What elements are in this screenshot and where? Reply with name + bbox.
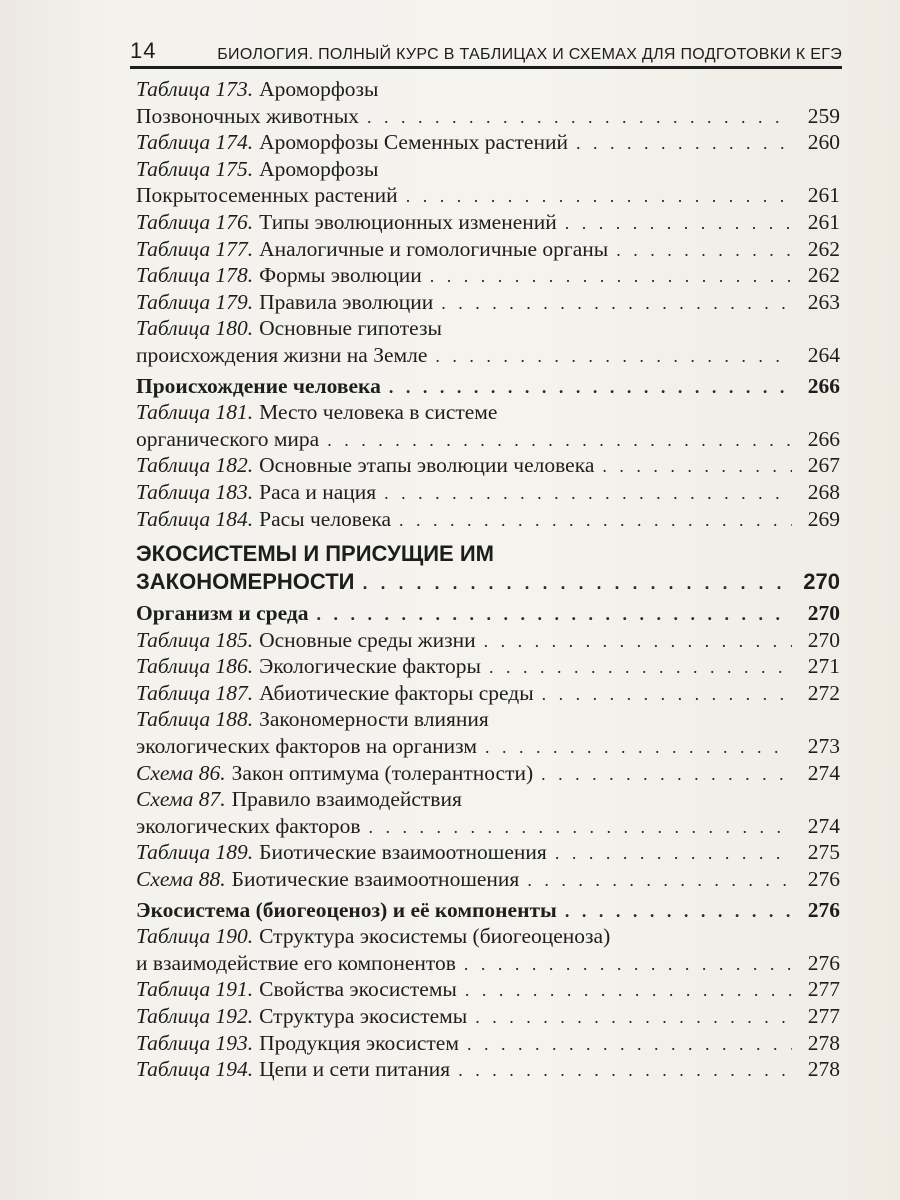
dot-leader xyxy=(565,898,792,925)
dot-leader xyxy=(327,427,792,454)
toc-section[interactable] xyxy=(136,600,840,627)
page-ref: 274 xyxy=(807,760,840,785)
entry-label: Таблица 189. xyxy=(136,840,254,865)
toc-entry[interactable] xyxy=(136,1030,840,1057)
dot-leader xyxy=(441,290,792,317)
toc-entry-line xyxy=(136,706,840,733)
page-ref: 266 xyxy=(807,373,840,398)
entry-title: Структура экосистемы xyxy=(259,1004,468,1028)
toc-entry[interactable] xyxy=(136,760,840,787)
toc-chapter[interactable] xyxy=(136,540,840,596)
toc-entry[interactable] xyxy=(136,76,840,129)
entry-label: Схема 87. xyxy=(136,787,226,812)
entry-title: Основные этапы эволюции человека xyxy=(259,453,595,478)
entry-title: Закономерности влияния xyxy=(259,707,489,732)
entry-title: Правило взаимодействия xyxy=(231,787,462,812)
toc-entry[interactable] xyxy=(136,627,840,654)
entry-label: Таблица 185. xyxy=(136,627,254,652)
dot-leader xyxy=(542,681,792,708)
page-ref: 274 xyxy=(807,813,840,838)
toc-entry[interactable] xyxy=(136,839,840,866)
toc-entry-line xyxy=(136,1056,840,1083)
page-ref: 276 xyxy=(807,897,840,922)
toc-entry[interactable] xyxy=(136,399,840,452)
entry-label: Таблица 180. xyxy=(136,316,254,341)
toc-entry[interactable] xyxy=(136,866,840,893)
dot-leader xyxy=(458,1057,792,1084)
entry-label: Схема 86. xyxy=(136,760,226,785)
dot-leader xyxy=(541,761,792,788)
dot-leader xyxy=(389,374,792,401)
dot-leader xyxy=(527,867,792,894)
toc-entry[interactable] xyxy=(136,1056,840,1083)
entry-label: Таблица 173. xyxy=(136,77,254,101)
entry-title: Цепи и сети питания xyxy=(259,1057,451,1082)
page-ref: 275 xyxy=(807,840,840,865)
toc-entry-line xyxy=(136,426,840,453)
toc-entry-line xyxy=(136,156,840,183)
dot-leader xyxy=(467,1031,792,1058)
toc-entry-line xyxy=(136,342,840,369)
toc-entry-line xyxy=(136,680,840,707)
toc-entry[interactable] xyxy=(136,506,840,533)
page-ref: 268 xyxy=(807,479,840,504)
toc-entry[interactable] xyxy=(136,315,840,368)
entry-label: Таблица 178. xyxy=(136,263,254,288)
page-ref: 261 xyxy=(807,209,840,234)
entry-title: Формы эволюции xyxy=(259,263,422,288)
page-ref: 278 xyxy=(807,1057,840,1082)
toc-section[interactable] xyxy=(136,897,840,924)
toc-entry[interactable] xyxy=(136,479,840,506)
toc-chapter-line xyxy=(136,568,840,596)
dot-leader xyxy=(576,130,792,157)
toc-entry[interactable] xyxy=(136,706,840,759)
toc-entry-line xyxy=(136,760,840,787)
page-ref: 278 xyxy=(807,1030,840,1055)
toc-entry-line xyxy=(136,733,840,760)
dot-leader xyxy=(464,951,792,978)
page-ref: 264 xyxy=(807,342,840,367)
dot-leader xyxy=(616,237,792,264)
entry-title: Экологические факторы xyxy=(259,654,481,679)
toc-entry-line xyxy=(136,950,840,977)
section-title: Организм и среда xyxy=(136,601,309,626)
toc-entry-line xyxy=(136,866,840,893)
dot-leader xyxy=(316,601,792,628)
chapter-title: ЭКОСИСТЕМЫ И ПРИСУЩИЕ ИМ xyxy=(136,541,494,567)
toc-entry-line xyxy=(136,209,840,236)
entry-label: Таблица 188. xyxy=(136,707,254,732)
section-title: Экосистема (биогеоценоз) и её компоненты xyxy=(136,897,557,922)
toc-section-line xyxy=(136,600,840,627)
toc-entry[interactable] xyxy=(136,680,840,707)
entry-label: Таблица 190. xyxy=(136,924,254,949)
toc-entry-line xyxy=(136,813,840,840)
dot-leader xyxy=(362,569,792,597)
entry-title: органического мира xyxy=(136,426,320,451)
toc-entry[interactable] xyxy=(136,209,840,236)
page-ref: 269 xyxy=(807,506,840,531)
entry-label: Таблица 193. xyxy=(136,1030,254,1055)
toc-entry-line xyxy=(136,506,840,533)
toc-entry-line xyxy=(136,315,840,342)
dot-leader xyxy=(430,263,792,290)
entry-label: Таблица 177. xyxy=(136,236,254,261)
page-ref: 271 xyxy=(807,654,840,679)
toc-entry-line xyxy=(136,399,840,426)
toc-entry-line xyxy=(136,976,840,1003)
toc-entry-line xyxy=(136,103,840,130)
dot-leader xyxy=(399,507,792,534)
toc-entry-line xyxy=(136,262,840,289)
page-ref: 267 xyxy=(807,453,840,478)
entry-label: Таблица 192. xyxy=(136,1004,254,1028)
entry-title: Основные среды жизни xyxy=(259,627,476,652)
entry-label: Таблица 183. xyxy=(136,479,254,504)
entry-label: Таблица 191. xyxy=(136,977,254,1002)
dot-leader xyxy=(485,734,792,761)
toc-entry-line xyxy=(136,129,840,156)
dot-leader xyxy=(475,1004,792,1031)
toc-entry-line xyxy=(136,1003,840,1030)
page-ref: 277 xyxy=(807,977,840,1002)
dot-leader xyxy=(406,183,792,210)
entry-title: Раса и нация xyxy=(259,479,377,504)
entry-title: Позвоночных животных xyxy=(136,103,360,128)
section-title: Происхождение человека xyxy=(136,373,381,398)
entry-title: Расы человека xyxy=(259,506,392,531)
toc-entry-line xyxy=(136,786,840,813)
toc-entry-line xyxy=(136,76,840,103)
entry-title: Ароморфозы xyxy=(259,156,379,181)
entry-label: Таблица 184. xyxy=(136,506,254,531)
running-title: БИОЛОГИЯ. ПОЛНЫЙ КУРС В ТАБЛИЦАХ И СХЕМАХ ДЛЯ ПОДГОТОВКИ К ЕГЭ xyxy=(217,46,842,63)
entry-title: Аналогичные и гомологичные органы xyxy=(259,236,609,261)
toc-entry-line xyxy=(136,182,840,209)
entry-label: Таблица 181. xyxy=(136,400,254,425)
page-ref: 272 xyxy=(807,680,840,705)
entry-title: Типы эволюционных изменений xyxy=(259,209,557,234)
dot-leader xyxy=(602,453,792,480)
page-ref: 270 xyxy=(807,601,840,626)
header-rule xyxy=(130,66,842,69)
page-ref: 276 xyxy=(807,950,840,975)
table-of-contents xyxy=(136,76,840,1083)
toc-entry[interactable] xyxy=(136,976,840,1003)
toc-entry[interactable] xyxy=(136,452,840,479)
toc-entry-line xyxy=(136,452,840,479)
toc-entry-line xyxy=(136,653,840,680)
toc-entry[interactable] xyxy=(136,923,840,976)
toc-entry-line xyxy=(136,839,840,866)
toc-entry-line xyxy=(136,236,840,263)
entry-label: Таблица 186. xyxy=(136,654,254,679)
entry-title: Покрытосеменных растений xyxy=(136,183,398,208)
entry-label: Таблица 174. xyxy=(136,130,254,155)
page-header xyxy=(130,26,842,64)
toc-entry[interactable] xyxy=(136,129,840,156)
page-ref: 262 xyxy=(807,263,840,288)
entry-title: экологических факторов xyxy=(136,813,361,838)
entry-label: Таблица 182. xyxy=(136,453,254,478)
entry-title: Биотические взаимоотношения xyxy=(259,840,547,865)
toc-entry[interactable] xyxy=(136,262,840,289)
dot-leader xyxy=(435,343,792,370)
toc-entry[interactable] xyxy=(136,786,840,839)
entry-label: Таблица 175. xyxy=(136,156,254,181)
chapter-title: ЗАКОНОМЕРНОСТИ xyxy=(136,569,355,595)
entry-title: Закон оптимума (толерантности) xyxy=(231,760,534,785)
entry-title: Абиотические факторы среды xyxy=(259,680,534,705)
toc-entry-line xyxy=(136,627,840,654)
page-ref: 263 xyxy=(807,289,840,314)
toc-entry[interactable] xyxy=(136,289,840,316)
toc-entry[interactable] xyxy=(136,653,840,680)
toc-entry-line xyxy=(136,923,840,950)
dot-leader xyxy=(555,840,792,867)
entry-label: Таблица 179. xyxy=(136,289,254,314)
dot-leader xyxy=(489,654,792,681)
entry-title: Ароморфозы Семенных растений xyxy=(259,130,568,155)
page-number: 14 xyxy=(130,38,157,63)
page-ref: 261 xyxy=(807,183,840,208)
toc-section-line xyxy=(136,373,840,400)
entry-title: Ароморфозы xyxy=(259,77,379,101)
toc-entry[interactable] xyxy=(136,1003,840,1030)
page-ref: 266 xyxy=(807,426,840,451)
entry-title: Место человека в системе xyxy=(259,400,498,425)
toc-chapter-line xyxy=(136,540,840,568)
entry-title: и взаимодействие его компонентов xyxy=(136,950,456,975)
dot-leader xyxy=(367,104,792,131)
entry-title: Основные гипотезы xyxy=(259,316,442,341)
entry-label: Таблица 187. xyxy=(136,680,254,705)
toc-entry[interactable] xyxy=(136,156,840,209)
page-ref: 270 xyxy=(803,569,840,595)
dot-leader xyxy=(384,480,792,507)
entry-label: Таблица 176. xyxy=(136,209,254,234)
page-ref: 259 xyxy=(807,103,840,128)
dot-leader xyxy=(369,814,792,841)
page-ref: 270 xyxy=(807,627,840,652)
page-ref: 262 xyxy=(807,236,840,261)
dot-leader xyxy=(565,210,792,237)
toc-entry-line xyxy=(136,1030,840,1057)
dot-leader xyxy=(484,628,792,655)
entry-title: Структура экосистемы (биогеоценоза) xyxy=(259,924,611,949)
entry-title: Продукция экосистем xyxy=(259,1030,459,1055)
dot-leader xyxy=(465,977,792,1004)
entry-title: Биотические взаимоотношения xyxy=(231,867,520,892)
entry-title: Правила эволюции xyxy=(259,289,434,314)
toc-entry-line xyxy=(136,289,840,316)
entry-title: Свойства экосистемы xyxy=(259,977,457,1002)
page-ref: 276 xyxy=(807,867,840,892)
entry-title: происхождения жизни на Земле xyxy=(136,342,428,367)
toc-entry-line xyxy=(136,479,840,506)
page-ref: 260 xyxy=(807,130,840,155)
entry-label: Таблица 194. xyxy=(136,1057,254,1082)
page-ref: 277 xyxy=(807,1004,840,1028)
page-ref: 273 xyxy=(807,734,840,759)
toc-entry[interactable] xyxy=(136,236,840,263)
entry-title: экологических факторов на организм xyxy=(136,734,477,759)
toc-section-line xyxy=(136,897,840,924)
entry-label: Схема 88. xyxy=(136,867,226,892)
toc-section[interactable] xyxy=(136,373,840,400)
